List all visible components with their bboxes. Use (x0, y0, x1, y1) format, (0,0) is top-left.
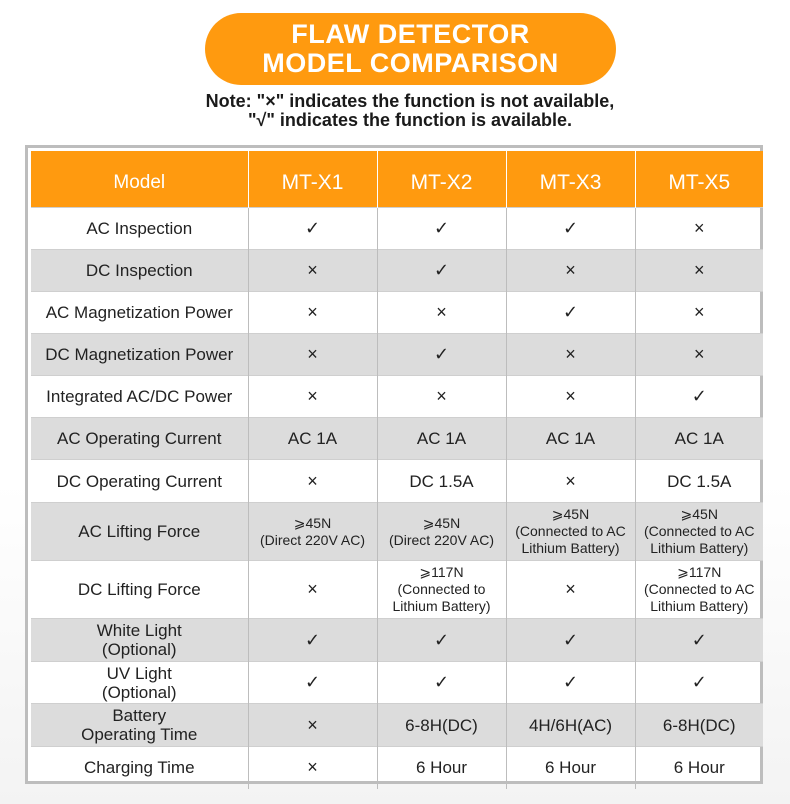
cell-text-line: DC 1.5A (409, 471, 474, 491)
cross-mark-cell (248, 460, 377, 503)
cell-text-line: ⩾45N (293, 514, 332, 531)
table-row (31, 376, 763, 418)
title-line-1: FLAW DETECTOR (291, 19, 530, 49)
cross-mark-cell (248, 292, 377, 334)
row-label (31, 418, 248, 460)
cell-text-line: ⩾117N (677, 564, 722, 580)
cell-text-line: ⩾45N (422, 514, 461, 531)
cross-mark-cell (377, 376, 506, 418)
cross-icon: × (307, 470, 318, 491)
cross-mark-cell (506, 561, 635, 619)
check-icon: ✓ (691, 629, 707, 650)
cross-icon: × (307, 579, 318, 599)
value-cell (506, 704, 635, 747)
header-row (31, 151, 763, 208)
value-cell (377, 460, 506, 503)
table-row (31, 208, 763, 250)
check-icon: ✓ (304, 672, 321, 692)
cross-mark-cell (635, 334, 763, 376)
cell-text-line: Lithium Battery) (521, 540, 620, 556)
cell-text-line: (Connected to AC (643, 523, 755, 539)
row-label-line: (Optional) (101, 640, 177, 659)
row-label (31, 662, 248, 704)
cross-mark-cell (377, 292, 506, 334)
cell-text-line: 6 Hour (544, 758, 597, 778)
check-icon: ✓ (691, 386, 707, 406)
cell-text-line: Lithium Battery) (650, 598, 749, 614)
cross-mark-cell (635, 292, 763, 334)
check-mark-cell (377, 250, 506, 292)
table-row (31, 460, 763, 503)
header-mt-x1: MT-X1 (248, 151, 377, 208)
cell-text-line: Lithium Battery) (650, 540, 749, 556)
cross-mark-cell (635, 250, 763, 292)
cross-icon: × (565, 386, 576, 406)
table-row (31, 619, 763, 662)
note-line-1: Note: "×" indicates the function is not available, (205, 91, 615, 111)
value-cell (377, 418, 506, 460)
cross-mark-cell (506, 250, 635, 292)
cell-text-line: 6 Hour (415, 758, 468, 778)
cell-text-line: AC 1A (287, 429, 338, 448)
value-cell (377, 561, 506, 619)
row-label (31, 208, 248, 250)
cross-icon: × (436, 386, 447, 406)
header-mt-x3: MT-X3 (506, 151, 635, 208)
cross-icon: × (307, 714, 318, 735)
check-mark-cell (377, 662, 506, 704)
cross-mark-cell (506, 376, 635, 418)
value-cell (635, 747, 763, 789)
value-cell (635, 561, 763, 619)
value-cell (506, 418, 635, 460)
header-model: Model (31, 151, 248, 208)
cross-icon: × (693, 302, 705, 322)
row-label-line: AC Operating Current (57, 429, 222, 448)
row-label-line: White Light (96, 621, 182, 640)
check-mark-cell (635, 619, 763, 662)
row-label (31, 561, 248, 619)
title-banner (205, 13, 616, 85)
check-icon: ✓ (433, 260, 450, 280)
note-line-2: "√" indicates the function is available. (247, 110, 573, 130)
row-label (31, 376, 248, 418)
check-mark-cell (248, 619, 377, 662)
table-row (31, 747, 763, 789)
cross-mark-cell (248, 561, 377, 619)
row-label-line: Operating Time (81, 725, 198, 744)
check-mark-cell (635, 662, 763, 704)
value-cell (635, 704, 763, 747)
cross-icon: × (565, 579, 576, 599)
cross-mark-cell (248, 704, 377, 747)
check-icon: ✓ (562, 218, 579, 238)
check-mark-cell (377, 619, 506, 662)
cross-icon: × (693, 344, 705, 364)
table-row (31, 250, 763, 292)
row-label-line: Battery (112, 706, 167, 725)
row-label (31, 334, 248, 376)
cell-text-line: (Direct 220V AC) (259, 531, 366, 548)
row-label-line: Charging Time (83, 758, 195, 778)
check-mark-cell (377, 334, 506, 376)
value-cell (635, 418, 763, 460)
cell-text-line: 4H/6H(AC) (528, 715, 613, 735)
row-label (31, 619, 248, 662)
check-mark-cell (377, 208, 506, 250)
cell-text-line: 6 Hour (673, 758, 725, 778)
row-label-line: AC Inspection (86, 219, 193, 238)
cell-text-line: (Direct 220V AC) (388, 531, 495, 548)
row-label (31, 292, 248, 334)
check-icon: ✓ (691, 672, 707, 692)
row-label (31, 704, 248, 747)
cell-text-line: AC 1A (545, 429, 596, 448)
check-mark-cell (506, 619, 635, 662)
check-mark-cell (506, 292, 635, 334)
value-cell (635, 503, 763, 561)
row-label-line: (Optional) (101, 682, 177, 702)
cross-icon: × (307, 757, 318, 778)
value-cell (506, 747, 635, 789)
check-mark-cell (635, 376, 763, 418)
row-label-line: UV Light (106, 663, 172, 683)
check-icon: ✓ (433, 218, 450, 238)
check-mark-cell (248, 662, 377, 704)
header-mt-x5: MT-X5 (635, 151, 763, 208)
cross-mark-cell (506, 460, 635, 503)
value-cell (377, 503, 506, 561)
cross-mark-cell (248, 747, 377, 789)
check-icon: ✓ (433, 672, 450, 692)
check-mark-cell (506, 662, 635, 704)
cell-text-line: DC 1.5A (667, 471, 732, 491)
cross-mark-cell (248, 250, 377, 292)
check-icon: ✓ (562, 302, 579, 322)
cross-icon: × (307, 344, 318, 364)
check-icon: ✓ (433, 344, 450, 364)
table-row (31, 704, 763, 747)
cross-mark-cell (635, 208, 763, 250)
cell-text-line: (Connected to AC (643, 581, 755, 597)
comparison-table (31, 151, 763, 789)
value-cell (635, 460, 763, 503)
cell-text-line: ⩾45N (680, 506, 718, 522)
row-label-line: DC Lifting Force (77, 580, 201, 599)
cell-text-line: (Connected to (397, 581, 486, 597)
cross-mark-cell (248, 334, 377, 376)
cross-icon: × (565, 260, 576, 280)
row-label-line: DC Operating Current (56, 471, 222, 491)
check-icon: ✓ (433, 629, 450, 650)
row-label-line: DC Magnetization Power (45, 345, 234, 364)
table-row (31, 662, 763, 704)
value-cell (377, 747, 506, 789)
cell-text-line: ⩾117N (419, 564, 464, 580)
row-label-line: Integrated AC/DC Power (46, 387, 233, 406)
table-row (31, 292, 763, 334)
comparison-table-frame (25, 145, 763, 784)
check-icon: ✓ (562, 672, 579, 692)
cell-text-line: 6-8H(DC) (405, 715, 478, 735)
cross-icon: × (307, 260, 318, 280)
cross-icon: × (565, 344, 576, 364)
cross-icon: × (436, 302, 447, 322)
cross-icon: × (693, 260, 705, 280)
row-label (31, 460, 248, 503)
check-icon: ✓ (304, 218, 321, 238)
value-cell (506, 503, 635, 561)
check-mark-cell (248, 208, 377, 250)
cross-icon: × (565, 470, 576, 491)
cell-text-line: ⩾45N (551, 506, 590, 522)
cell-text-line: (Connected to AC (515, 523, 626, 539)
value-cell (248, 418, 377, 460)
row-label (31, 250, 248, 292)
row-label-line: AC Lifting Force (78, 522, 201, 541)
table-row (31, 334, 763, 376)
cross-icon: × (307, 386, 318, 406)
check-icon: ✓ (304, 629, 321, 650)
header-mt-x2: MT-X2 (377, 151, 506, 208)
cell-text-line: AC 1A (674, 429, 724, 448)
row-label-line: AC Magnetization Power (45, 303, 233, 322)
row-label-line: DC Inspection (85, 261, 193, 280)
check-icon: ✓ (562, 629, 579, 650)
title-line-2: MODEL COMPARISON (262, 48, 559, 78)
cross-mark-cell (506, 334, 635, 376)
cell-text-line: AC 1A (416, 429, 467, 448)
table-row (31, 561, 763, 619)
cross-mark-cell (248, 376, 377, 418)
cross-icon: × (693, 218, 705, 238)
table-row (31, 418, 763, 460)
row-label (31, 503, 248, 561)
cross-icon: × (307, 302, 318, 322)
table-row (31, 503, 763, 561)
value-cell (377, 704, 506, 747)
cell-text-line: 6-8H(DC) (662, 715, 736, 735)
check-mark-cell (506, 208, 635, 250)
value-cell (248, 503, 377, 561)
row-label (31, 747, 248, 789)
legend-note (0, 92, 790, 130)
cell-text-line: Lithium Battery) (392, 598, 491, 614)
